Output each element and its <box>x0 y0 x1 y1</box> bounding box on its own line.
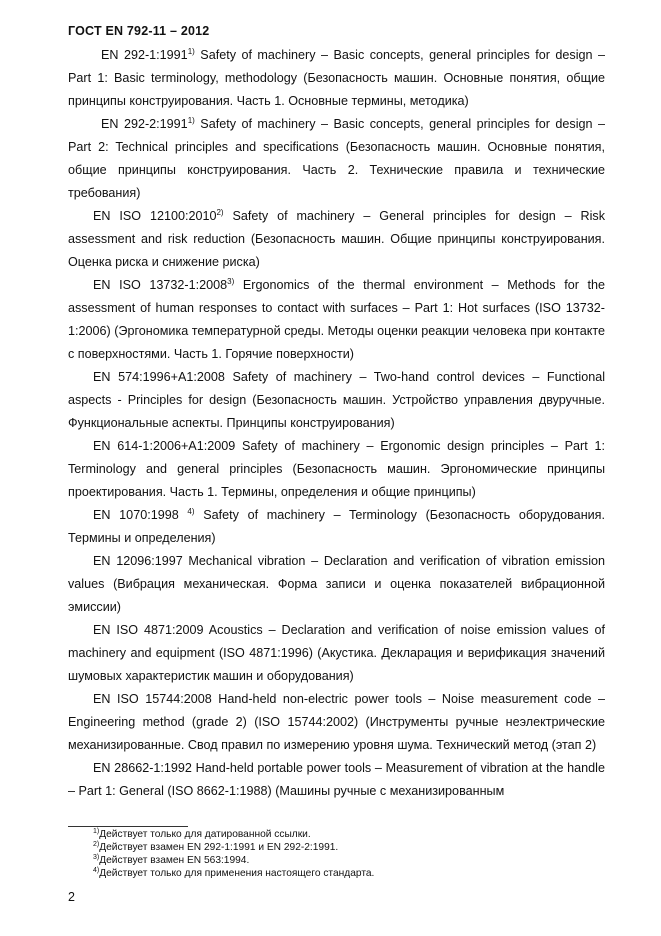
page-number: 2 <box>68 890 75 904</box>
footnote: $^{2)}$Действует взамен EN 292-1:1991 и EN 292-2:1991. <box>93 841 339 853</box>
reference-item: EN ISO 13732-1:2008$^{3)}$ Ergonomics of the thermal environment – Methods for the assessment of human responses to contact with surfaces – Part 1: Hot surfaces (ISO 13732-1:2006) (Эргономика температурной среды. Методы оценки реакции человека при контакте с поверхностями. Часть 1. Горячие поверхности) <box>68 277 605 361</box>
reference-item: EN 292-1:1991$^{1)}$ Safety of machinery – Basic concepts, general principles for design – Part 1: Basic terminology, methodology (Безопасность машин. Основные понятия, общие принципы конструирования. Часть 1. Основные термины, методика) <box>68 47 605 108</box>
reference-item: EN 28662-1:1992 Hand-held portable power tools – Measurement of vibration at the handle – Part 1: General (ISO 8662-1:1988) (Машины ручные с механизированным <box>68 761 605 798</box>
footnote: $^{3)}$Действует взамен EN 563:1994. <box>93 854 250 866</box>
reference-item: EN 574:1996+A1:2008 Safety of machinery – Two-hand control devices – Functional aspects - Principles for design (Безопасность машин. Устройство управления двуручные. Функциональные аспекты. Принципы конструирования) <box>68 370 606 430</box>
reference-list <box>68 44 605 803</box>
reference-item: EN ISO 12100:2010$^{2)}$ Safety of machinery – General principles for design – Risk assessment and risk reduction (Безопасность машин. Общие принципы конструирования. Оценка риска и снижение риска) <box>68 208 605 269</box>
reference-item: EN 614-1:2006+A1:2009 Safety of machinery – Ergonomic design principles – Part 1: Terminology and general principles (Безопасность машин. Эргономические принципы проектирования. Часть 1. Термины, определения и общие принципы) <box>68 439 605 499</box>
footnote: $^{4)}$Действует только для применения настоящего стандарта. <box>93 867 375 879</box>
reference-item: EN 1070:1998 $^{4)}$ Safety of machinery – Terminology (Безопасность оборудования. Термины и определения) <box>68 507 605 545</box>
reference-item: EN ISO 15744:2008 Hand-held non-electric power tools – Noise measurement code – Engineering method (grade 2) (ISO 15744:2002) (Инструменты ручные неэлектрические механизированные. Свод правил по измерению уровня шума. Технический метод (этап 2) <box>68 692 605 752</box>
reference-item: EN ISO 4871:2009 Acoustics – Declaration and verification of noise emission values of machinery and equipment (ISO 4871:1996) (Акустика. Декларация и верификация значений шумовых характеристик машин и оборудования) <box>68 623 605 683</box>
footnote: $^{1)}$Действует только для датированной ссылки. <box>93 828 311 840</box>
footnotes <box>93 828 374 880</box>
reference-item: EN 12096:1997 Mechanical vibration – Declaration and verification of vibration emission values (Вибрация механическая. Форма записи и оценка показателей вибрационной эмиссии) <box>68 554 605 614</box>
footnote-divider <box>68 826 188 827</box>
reference-item: EN 292-2:1991$^{1)}$ Safety of machinery – Basic concepts, general principles for design – Part 2: Technical principles and specifications (Безопасность машин. Основные понятия, общие принципы конструирования. Часть 2. Технические правила и технические требования) <box>68 116 605 200</box>
document-header: ГОСТ EN 792-11 – 2012 <box>68 24 210 38</box>
